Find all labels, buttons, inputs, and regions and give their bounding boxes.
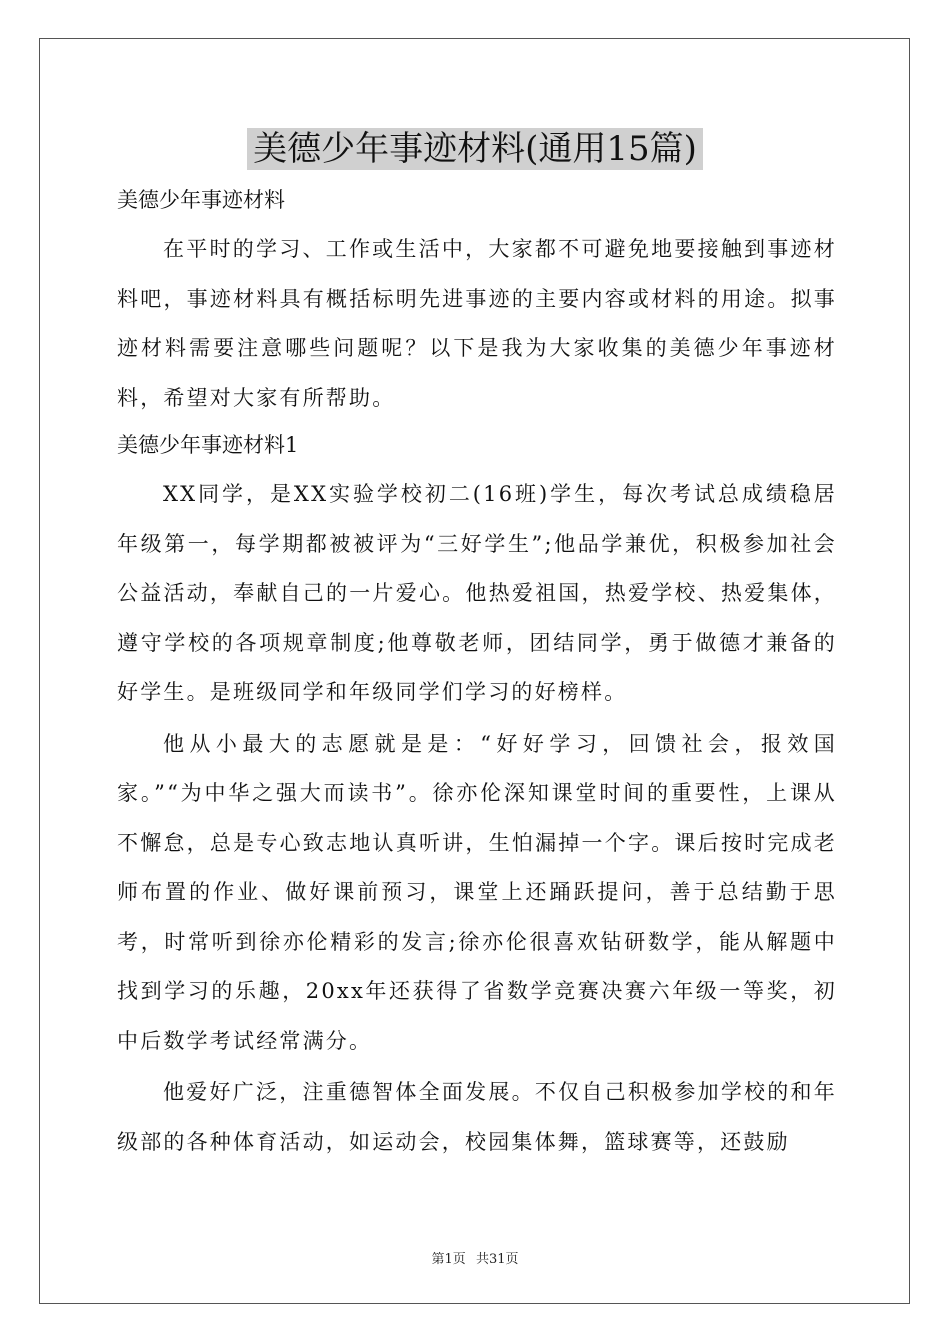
page-number: 第1页 (431, 1252, 466, 1267)
document-title: 美德少年事迹材料(通用15篇) (247, 128, 703, 170)
total-pages: 共31页 (475, 1252, 519, 1267)
title-container (0, 128, 950, 170)
body-paragraph: XX同学，是XX实验学校初二(16班)学生，每次考试总成绩稳居年级第一，每学期都被被评为“三好学生”;他品学兼优，积极参加社会公益活动，奉献自己的一片爱心。他热爱祖国，热爱学校、热爱集体，遵守学校的各项规章制度;他尊敬老师，团结同学，勇于做德才兼备的好学生。是班级同学和年级同学们学习的好榜样。 (117, 482, 837, 704)
intro-heading: 美德少年事迹材料 (117, 188, 285, 212)
body-paragraph: 他从小最大的志愿就是是：“好好学习，回馈社会，报效国家。”“为中华之强大而读书”。徐亦伦深知课堂时间的重要性，上课从不懈怠，总是专心致志地认真听讲，生怕漏掉一个字。课后按时完成老师布置的作业、做好课前预习，课堂上还踊跃提问，善于总结勤于思考，时常听到徐亦伦精彩的发言;徐亦伦很喜欢钻研数学，能从解题中找到学习的乐趣，20xx年还获得了省数学竞赛决赛六年级一等奖，初中后数学考试经常满分。 (117, 731, 837, 1053)
page-footer (0, 1248, 950, 1267)
document-body (117, 178, 837, 1167)
section-heading: 美德少年事迹材料1 (117, 433, 299, 457)
intro-paragraph: 在平时的学习、工作或生活中，大家都不可避免地要接触到事迹材料吧，事迹材料具有概括标明先进事迹的主要内容或材料的用途。拟事迹材料需要注意哪些问题呢？以下是我为大家收集的美德少年事迹材料，希望对大家有所帮助。 (117, 237, 837, 410)
body-paragraph: 他爱好广泛，注重德智体全面发展。不仅自己积极参加学校的和年级部的各种体育活动，如运动会，校园集体舞，篮球赛等，还鼓励 (117, 1080, 837, 1154)
